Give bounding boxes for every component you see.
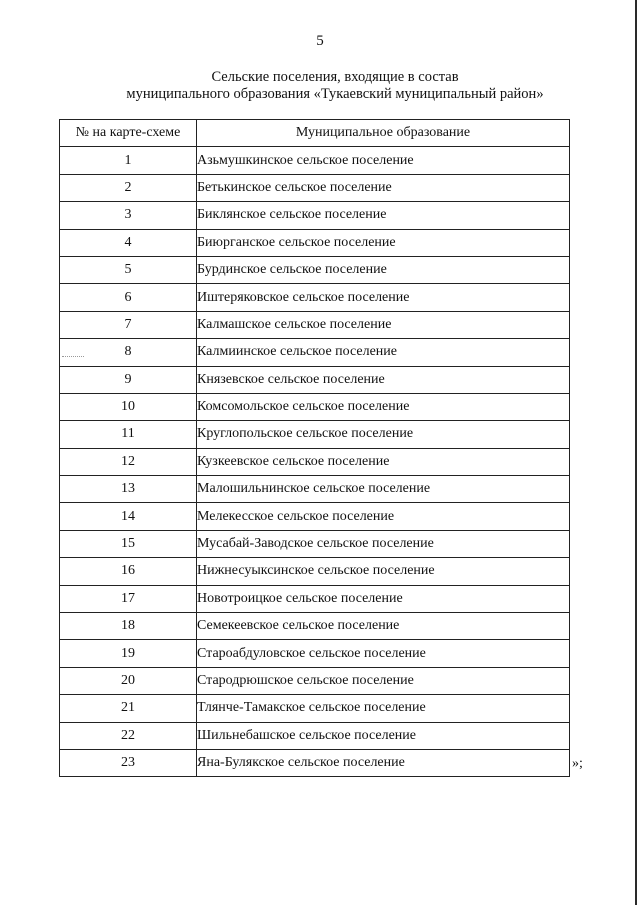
table-row: [60, 393, 570, 420]
row-settlement-name: Калмашское сельское поселение: [197, 311, 570, 338]
row-map-number: 18: [60, 613, 197, 640]
row-settlement-name: Семекеевское сельское поселение: [197, 613, 570, 640]
row-settlement-name: Азьмушкинское сельское поселение: [197, 147, 570, 174]
row-map-number: 7: [60, 311, 197, 338]
row-map-number: 17: [60, 585, 197, 612]
row-settlement-name: Бурдинское сельское поселение: [197, 256, 570, 283]
table-row: [60, 749, 570, 776]
row-settlement-name: Стародрюшское сельское поселение: [197, 667, 570, 694]
table-row: [60, 640, 570, 667]
table-row: [60, 311, 570, 338]
table-row: [60, 695, 570, 722]
row-settlement-name: Комсомольское сельское поселение: [197, 393, 570, 420]
row-settlement-name: Князевское сельское поселение: [197, 366, 570, 393]
row-settlement-name: Мелекесское сельское поселение: [197, 503, 570, 530]
row-settlement-name: Шильнебашское сельское поселение: [197, 722, 570, 749]
row-map-number: 10: [60, 393, 197, 420]
table-row: [60, 558, 570, 585]
row-map-number: 22: [60, 722, 197, 749]
heading-line-2: муниципального образования «Тукаевский муниципальный район»: [126, 86, 544, 102]
row-settlement-name: Староабдуловское сельское поселение: [197, 640, 570, 667]
row-settlement-name: Малошильнинское сельское поселение: [197, 476, 570, 503]
page-edge-line: [635, 0, 637, 905]
table-row: [60, 448, 570, 475]
row-map-number: 13: [60, 476, 197, 503]
row-settlement-name: Яна-Булякское сельское поселение: [197, 749, 570, 776]
row-map-number: 5: [60, 256, 197, 283]
row-settlement-name: Новотроицкое сельское поселение: [197, 585, 570, 612]
table-row: [60, 229, 570, 256]
table-row: [60, 339, 570, 366]
row-map-number: 9: [60, 366, 197, 393]
row-map-number: 1: [60, 147, 197, 174]
table-row: [60, 722, 570, 749]
row-map-number: 8: [60, 339, 197, 366]
row-settlement-name: Кузкеевское сельское поселение: [197, 448, 570, 475]
table-row: [60, 530, 570, 557]
table-row: [60, 202, 570, 229]
row-map-number: 15: [60, 530, 197, 557]
row-map-number: 20: [60, 667, 197, 694]
row-settlement-name: Тлянче-Тамакское сельское поселение: [197, 695, 570, 722]
row-map-number: 21: [60, 695, 197, 722]
heading-line-1: Сельские поселения, входящие в состав: [211, 69, 459, 85]
table-row: [60, 613, 570, 640]
row-settlement-name: Нижнесуыксинское сельское поселение: [197, 558, 570, 585]
table-body: [60, 147, 570, 777]
row-settlement-name: Круглопольское сельское поселение: [197, 421, 570, 448]
row-settlement-name: Биклянское сельское поселение: [197, 202, 570, 229]
table-header-row: [60, 120, 570, 147]
table-row: [60, 585, 570, 612]
row-map-number: 23: [60, 749, 197, 776]
row-map-number: 11: [60, 421, 197, 448]
table-row: [60, 147, 570, 174]
page-number: 5: [316, 33, 324, 49]
header-municipality: Муниципальное образование: [197, 120, 570, 147]
row-settlement-name: Мусабай-Заводское сельское поселение: [197, 530, 570, 557]
scan-artifact: [62, 356, 84, 358]
row-map-number: 19: [60, 640, 197, 667]
row-map-number: 12: [60, 448, 197, 475]
settlements-table: [59, 119, 570, 777]
table-row: [60, 366, 570, 393]
table-row: [60, 284, 570, 311]
row-settlement-name: Калмиинское сельское поселение: [197, 339, 570, 366]
row-map-number: 16: [60, 558, 197, 585]
row-settlement-name: Иштеряковское сельское поселение: [197, 284, 570, 311]
row-map-number: 3: [60, 202, 197, 229]
row-map-number: 4: [60, 229, 197, 256]
table-row: [60, 476, 570, 503]
row-map-number: 14: [60, 503, 197, 530]
row-settlement-name: Биюрганское сельское поселение: [197, 229, 570, 256]
table-row: [60, 503, 570, 530]
table-row: [60, 174, 570, 201]
header-map-number: № на карте-схеме: [60, 120, 197, 147]
row-map-number: 2: [60, 174, 197, 201]
table-row: [60, 667, 570, 694]
closing-quote-mark: »;: [572, 756, 583, 771]
row-settlement-name: Бетькинское сельское поселение: [197, 174, 570, 201]
table-row: [60, 256, 570, 283]
table-row: [60, 421, 570, 448]
row-map-number: 6: [60, 284, 197, 311]
document-heading: [0, 69, 640, 103]
